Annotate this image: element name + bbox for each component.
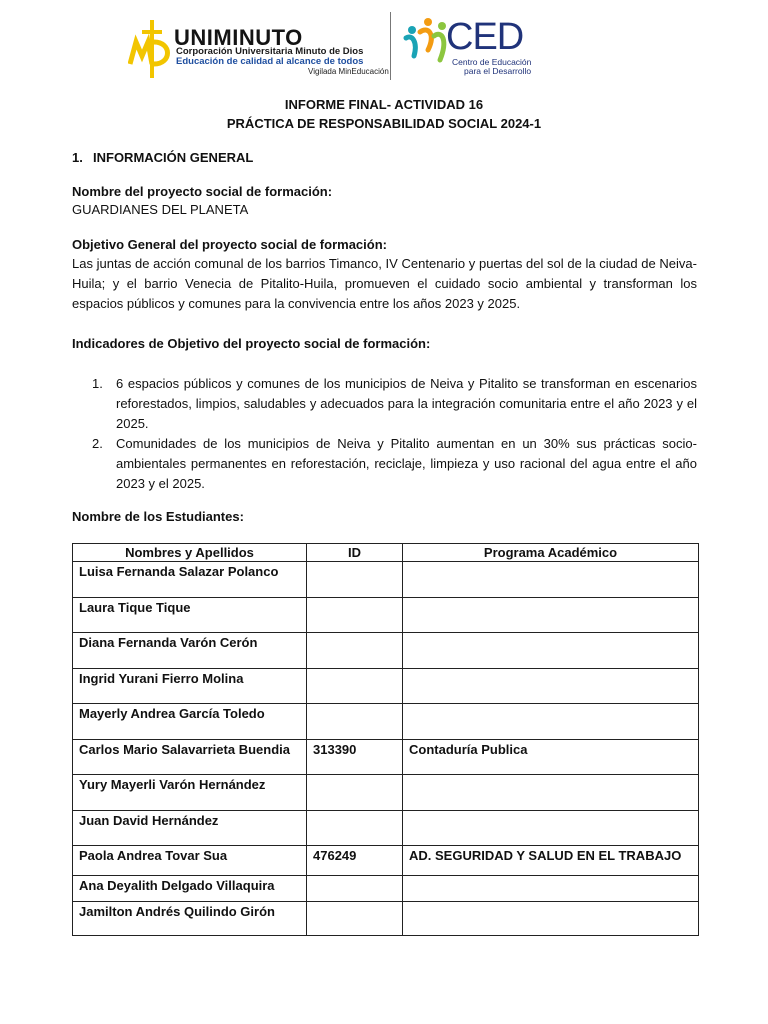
table-row	[73, 876, 699, 902]
table-header-row	[73, 544, 699, 562]
header-divider	[390, 12, 391, 80]
indicators-label: Indicadores de Objetivo del proyecto social de formación:	[72, 336, 431, 351]
cell-id	[307, 902, 403, 936]
doc-title-line2: PRÁCTICA DE RESPONSABILIDAD SOCIAL 2024-1	[226, 116, 542, 131]
cell-program	[403, 704, 699, 740]
objective-text: Las juntas de acción comunal de los barrios Timanco, IV Centenario y puertas del sol de la ciudad de Neiva-Huila; y el barrio Venecia de Pitalito-Huila, promueven el cuidado socio ambiental y transforman los espacios públicos y comunes para la convivencia entre los años 2023 y 2025.	[72, 256, 697, 311]
cell-program	[403, 876, 699, 902]
header-program: Programa Académico	[403, 544, 699, 562]
uniminuto-emblem-icon	[128, 20, 176, 78]
indicator-text: Comunidades de los municipios de Neiva y Pitalito aumentan en un 30% sus prácticas socio-ambientales permanentes en reforestación, reciclaje, limpieza y uso racional del agua entre el año 2023 y el 2025.	[116, 436, 697, 491]
cell-name: Ana Deyalith Delgado Villaquira	[73, 876, 307, 902]
table-row	[73, 811, 699, 846]
cell-name: Ingrid Yurani Fierro Molina	[73, 669, 307, 704]
ced-logo	[402, 14, 552, 80]
cell-program	[403, 633, 699, 669]
uniminuto-wordmark: UNIMINUTO	[174, 25, 303, 50]
cell-id: 476249	[307, 846, 403, 876]
uniminuto-slogan: Educación de calidad al alcance de todos	[176, 56, 364, 67]
project-label: Nombre del proyecto social de formación:	[72, 184, 333, 199]
cell-id	[307, 633, 403, 669]
header-names: Nombres y Apellidos	[73, 544, 307, 562]
uniminuto-vigilada: Vigilada MinEducación	[308, 67, 389, 76]
cell-id	[307, 598, 403, 633]
table-row	[73, 562, 699, 598]
ced-wordmark: CED	[446, 16, 524, 58]
indicator-number: 2.	[92, 436, 103, 451]
cell-name: Laura Tique Tique	[73, 598, 307, 633]
cell-program	[403, 775, 699, 811]
cell-name: Yury Mayerli Varón Hernández	[73, 775, 307, 811]
table-row	[73, 669, 699, 704]
cell-id	[307, 811, 403, 846]
section1-title: INFORMACIÓN GENERAL	[93, 150, 254, 165]
cell-name: Paola Andrea Tovar Sua	[73, 846, 307, 876]
doc-title-line1: INFORME FINAL- ACTIVIDAD 16	[284, 97, 484, 112]
table-row	[73, 902, 699, 936]
cell-name: Juan David Hernández	[73, 811, 307, 846]
cell-id	[307, 775, 403, 811]
indicator-number: 1.	[92, 376, 103, 391]
students-label: Nombre de los Estudiantes:	[72, 509, 244, 524]
cell-id	[307, 669, 403, 704]
cell-name: Jamilton Andrés Quilindo Girón	[73, 902, 307, 936]
table-row	[73, 704, 699, 740]
table-row	[73, 775, 699, 811]
cell-program	[403, 811, 699, 846]
table-row	[73, 846, 699, 876]
cell-name: Carlos Mario Salavarrieta Buendia	[73, 740, 307, 775]
cell-name: Diana Fernanda Varón Cerón	[73, 633, 307, 669]
students-table	[72, 543, 699, 936]
uniminuto-corp-name: Corporación Universitaria Minuto de Dios	[176, 46, 364, 57]
cell-id	[307, 562, 403, 598]
cell-id	[307, 704, 403, 740]
project-value: GUARDIANES DEL PLANETA	[72, 202, 249, 217]
table-row	[73, 740, 699, 775]
cell-program	[403, 562, 699, 598]
ced-subtitle-1: Centro de Educación	[452, 57, 532, 67]
ced-subtitle-2: para el Desarrollo	[464, 66, 532, 76]
cell-program	[403, 598, 699, 633]
cell-program: Contaduría Publica	[403, 740, 699, 775]
table-row	[73, 598, 699, 633]
cell-name: Luisa Fernanda Salazar Polanco	[73, 562, 307, 598]
section1-number: 1.	[72, 150, 83, 165]
header-id: ID	[307, 544, 403, 562]
cell-program: AD. SEGURIDAD Y SALUD EN EL TRABAJO	[403, 846, 699, 876]
cell-id: 313390	[307, 740, 403, 775]
cell-id	[307, 876, 403, 902]
table-row	[73, 633, 699, 669]
cell-program	[403, 669, 699, 704]
cell-name: Mayerly Andrea García Toledo	[73, 704, 307, 740]
indicator-text: 6 espacios públicos y comunes de los municipios de Neiva y Pitalito se transforman en escenarios reforestados, limpios, saludables y adecuados para la integración comunitaria entre el año 2023 y el 2025.	[116, 376, 697, 431]
uniminuto-logo	[128, 18, 389, 80]
objective-label: Objetivo General del proyecto social de formación:	[72, 237, 387, 252]
cell-program	[403, 902, 699, 936]
